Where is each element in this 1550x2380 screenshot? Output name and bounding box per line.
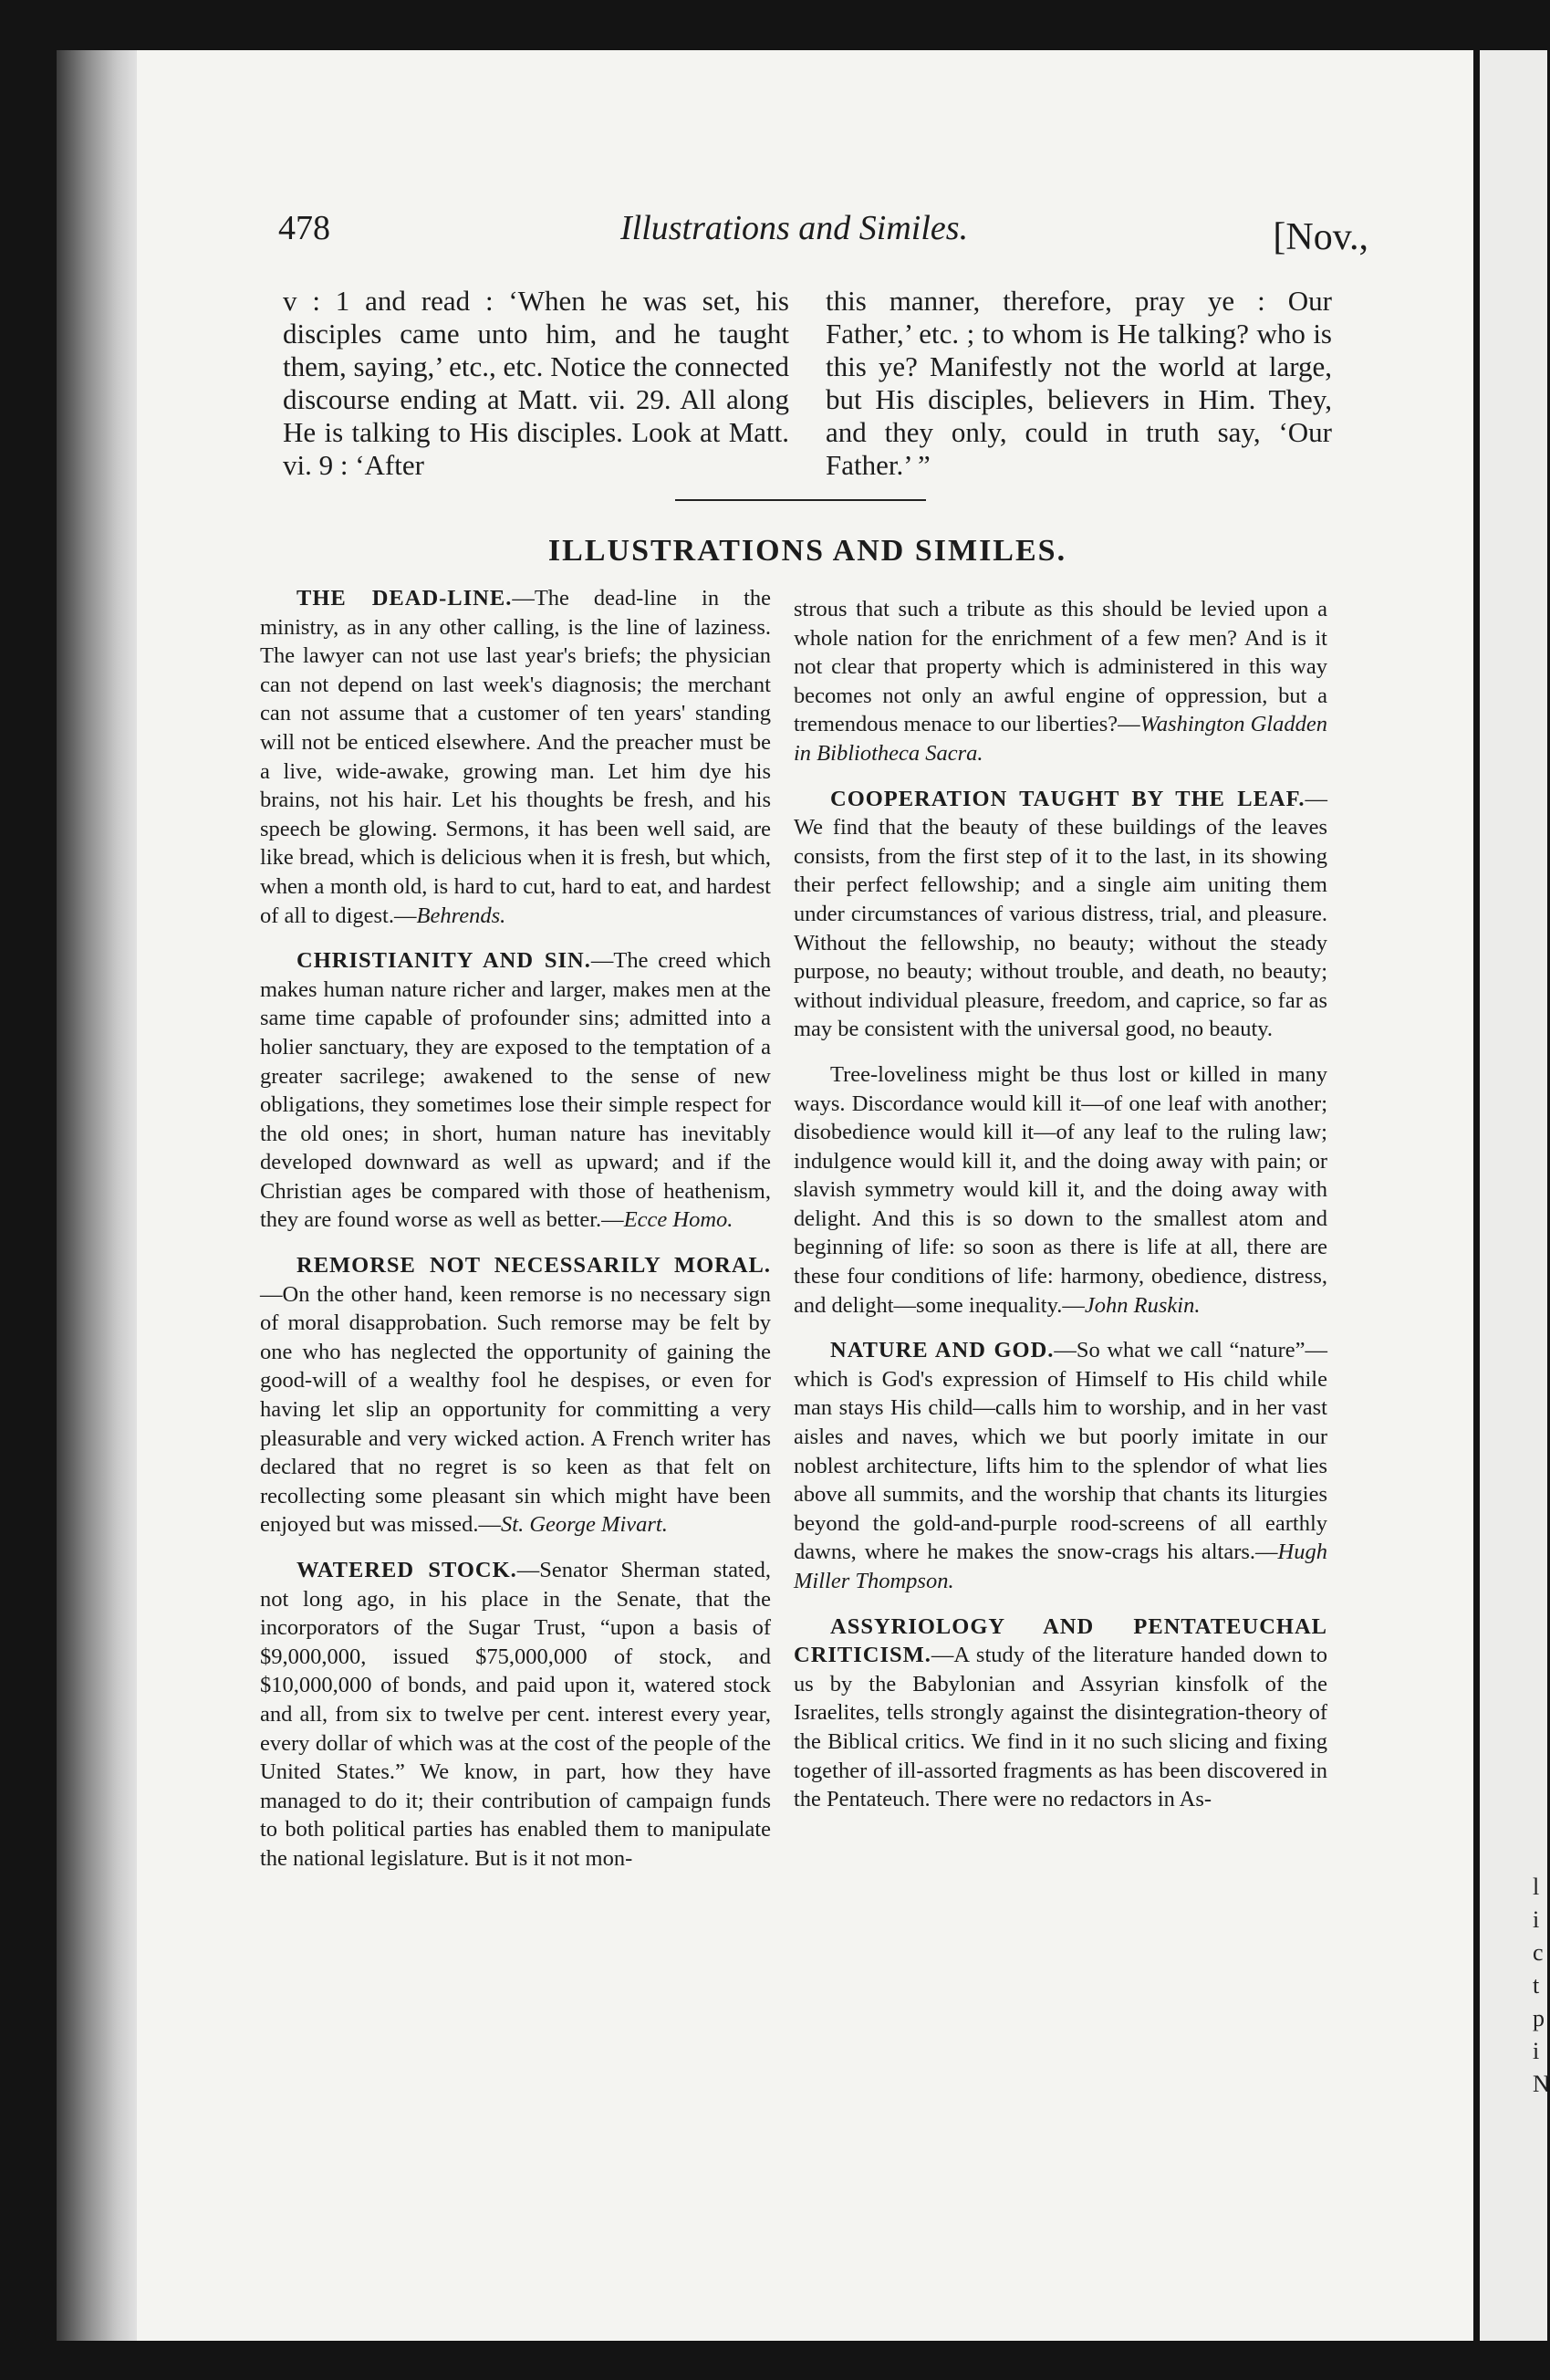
- left-column: [260, 584, 771, 1890]
- entry-body: —The dead-line in the ministry, as in any other calling, is the line of laziness. The lawyer can not use last year's briefs; the physician can not depend on last week's diagnosis; the merchant can not assume that a customer of ten years' standing will not be enticed elsewhere. And the preacher must be a live, wide-awake, growing man. Let him dye his brains, not his hair. Let his thoughts be fresh, and his speech be glowing. Sermons, it has been well said, are like bread, which is delicious when it is fresh, but which, when a month old, is hard to cut, hard to eat, and hardest of all to digest.—: [260, 586, 771, 928]
- entry-body: Tree-loveliness might be thus lost or killed in many ways. Discordance would kill it—of one leaf with another; disobedience would kill it—of any leaf to the ruling law; indulgence would kill it, and the doing away with pain; or slavish symmetry would kill it, and the doing away with delight. And this is so down to the smallest atom and beginning of life: so soon as there is life at all, there are these four conditions of life: harmony, obedience, distress, and delight—some inequality.—: [794, 1061, 1327, 1318]
- entry-title: CHRISTIANITY AND SIN.: [296, 948, 591, 974]
- entry-attribution: St. George Mivart.: [501, 1512, 668, 1538]
- entry-attribution: John Ruskin.: [1084, 1292, 1201, 1318]
- page-number: 478: [278, 209, 330, 247]
- entry-dead-line: [260, 584, 771, 930]
- entry-body: —A study of the literature handed down to us by the Babylonian and Assyrian kinsfolk of the Israelites, tells strongly against the disintegration-theory of the Biblical critics. We find in it no such slicing and fixing together of ill-assorted fragments as has been discovered in the Pentateuch. There were no redactors in As-: [794, 1643, 1327, 1812]
- book-spine-shadow: [57, 50, 143, 2341]
- running-date: [Nov.,: [1273, 216, 1368, 258]
- entry-title: NATURE AND GOD.: [830, 1338, 1055, 1363]
- facing-letter: p: [1533, 2005, 1545, 2031]
- section-divider: [675, 499, 926, 501]
- facing-letter: c: [1533, 1939, 1544, 1966]
- entry-title: THE DEAD-LINE.: [296, 586, 513, 611]
- entry-cooperation-second-paragraph: [794, 1060, 1327, 1320]
- facing-letter: l: [1533, 1874, 1540, 1900]
- entry-remorse: [260, 1251, 771, 1540]
- running-title: Illustrations and Similes.: [620, 209, 969, 247]
- entry-body: —The creed which makes human nature richer and larger, makes men at the same time capable of profounder sins; admitted into a holier sanctuary, they are exposed to the temptation of a greater sacrilege; awakened to the sense of new obligations, they sometimes lose their simple respect for the old ones; in short, human nature has inevitably developed downward as well as upward; and if the Christian ages be compared with those of heathenism, they are found worse as well as better.—: [260, 948, 772, 1233]
- section-heading: ILLUSTRATIONS AND SIMILES.: [547, 534, 1067, 568]
- entry-title: ASSYRIOLOGY AND PENTATEUCHAL CRITICISM.: [794, 1613, 1327, 1668]
- entry-body: strous that such a tribute as this should be levied upon a whole nation for the enrichment of a few men? And is it not clear that property which is administered in this way becomes not only an awful engine of oppression, but a tremendous menace to our liberties?—: [794, 597, 1327, 737]
- entry-cooperation: [794, 785, 1327, 1044]
- entry-title: COOPERATION TAUGHT BY THE LEAF.: [830, 786, 1306, 811]
- entry-attribution: Ecce Homo.: [623, 1207, 733, 1233]
- entry-body: —So what we call “nature”—which is God's expression of Himself to His child while man stays His child—calls him to worship, and in her vast aisles and naves, which we but poorly imitate in our noblest architecture, lifts him to the splendor of what lies above all summits, and the worship that chants its liturgies beyond the gold-and-purple rood-screens of all earthly dawns, where he makes the snow-crags his altars.—: [794, 1338, 1327, 1565]
- facing-letter: i: [1533, 2038, 1540, 2064]
- facing-letter: t: [1533, 1972, 1540, 1999]
- running-head: [278, 208, 1368, 263]
- entry-nature-god: [794, 1336, 1327, 1595]
- entry-attribution: Hugh Miller Thompson.: [794, 1540, 1327, 1593]
- facing-letter: N: [1533, 2071, 1550, 2097]
- entry-body: —On the other hand, keen remorse is no necessary sign of moral disapprobation. Such remorse may be felt by one who has neglected the opportunity of gaining the good-will of a wealthy fool he despises, or even for having let slip an opportunity for committing a very pleasurable and very wicked action. A French writer has declared that no regret is so keen as that felt on recollecting some pleasant sin which might have been enjoyed but was missed.—: [260, 1281, 771, 1538]
- facing-letter: i: [1533, 1906, 1540, 1933]
- top-text-left: v : 1 and read : ‘When he was set, his disciples came unto him, and he taught them, saying,’ etc., etc. Notice the connected discourse ending at Matt. vii. 29. All along He is talking to His disciples. Look at Matt. vi. 9 : ‘After: [283, 285, 789, 481]
- entry-christianity-sin: [260, 946, 771, 1235]
- entry-watered-stock: [260, 1556, 771, 1874]
- top-text-right: this manner, therefore, pray ye : Our Father,’ etc. ; to whom is He talking? who is this ye? Manifestly not the world at large, but His disciples, believers in Him. They, and they only, could in truth say, ‘Our Father.’ ”: [826, 285, 1332, 481]
- entry-title: WATERED STOCK.: [296, 1558, 517, 1582]
- entry-assyriology: [794, 1613, 1327, 1814]
- entry-attribution: Behrends.: [416, 903, 506, 928]
- facing-page-letters: [1533, 1871, 1550, 2101]
- entry-attribution: Washington Gladden in Bibliotheca Sacra.: [794, 712, 1327, 766]
- entry-body: —We find that the beauty of these buildings of the leaves consists, from the first step of it to the last, in its showing their perfect fellowship; and a single aim uniting them under circumstances of various distress, trial, and pleasure. Without the fellowship, no beauty; without the steady purpose, no beauty; without trouble, and death, no beauty; without individual pleasure, freedom, and caprice, so far as may be consistent with the universal good, no beauty.: [794, 786, 1327, 1042]
- entry-body: —Senator Sherman stated, not long ago, in his place in the Senate, that the incorporators of the Sugar Trust, “upon a basis of $9,000,000, issued $75,000,000 of stock, and $10,000,000 of bonds, and paid upon it, watered stock and all, from six to twelve per cent. interest every year, every dollar of which was at the cost of the people of the United States.” We know, in part, how they have managed to do it; their contribution of campaign funds to both political parties has enabled them to manipulate the national legislature. But is it not mon-: [260, 1558, 771, 1871]
- right-column: [794, 595, 1327, 1831]
- entry-title: REMORSE NOT NECESSARILY MORAL.: [296, 1253, 771, 1279]
- entry-watered-stock-continued: [794, 595, 1327, 768]
